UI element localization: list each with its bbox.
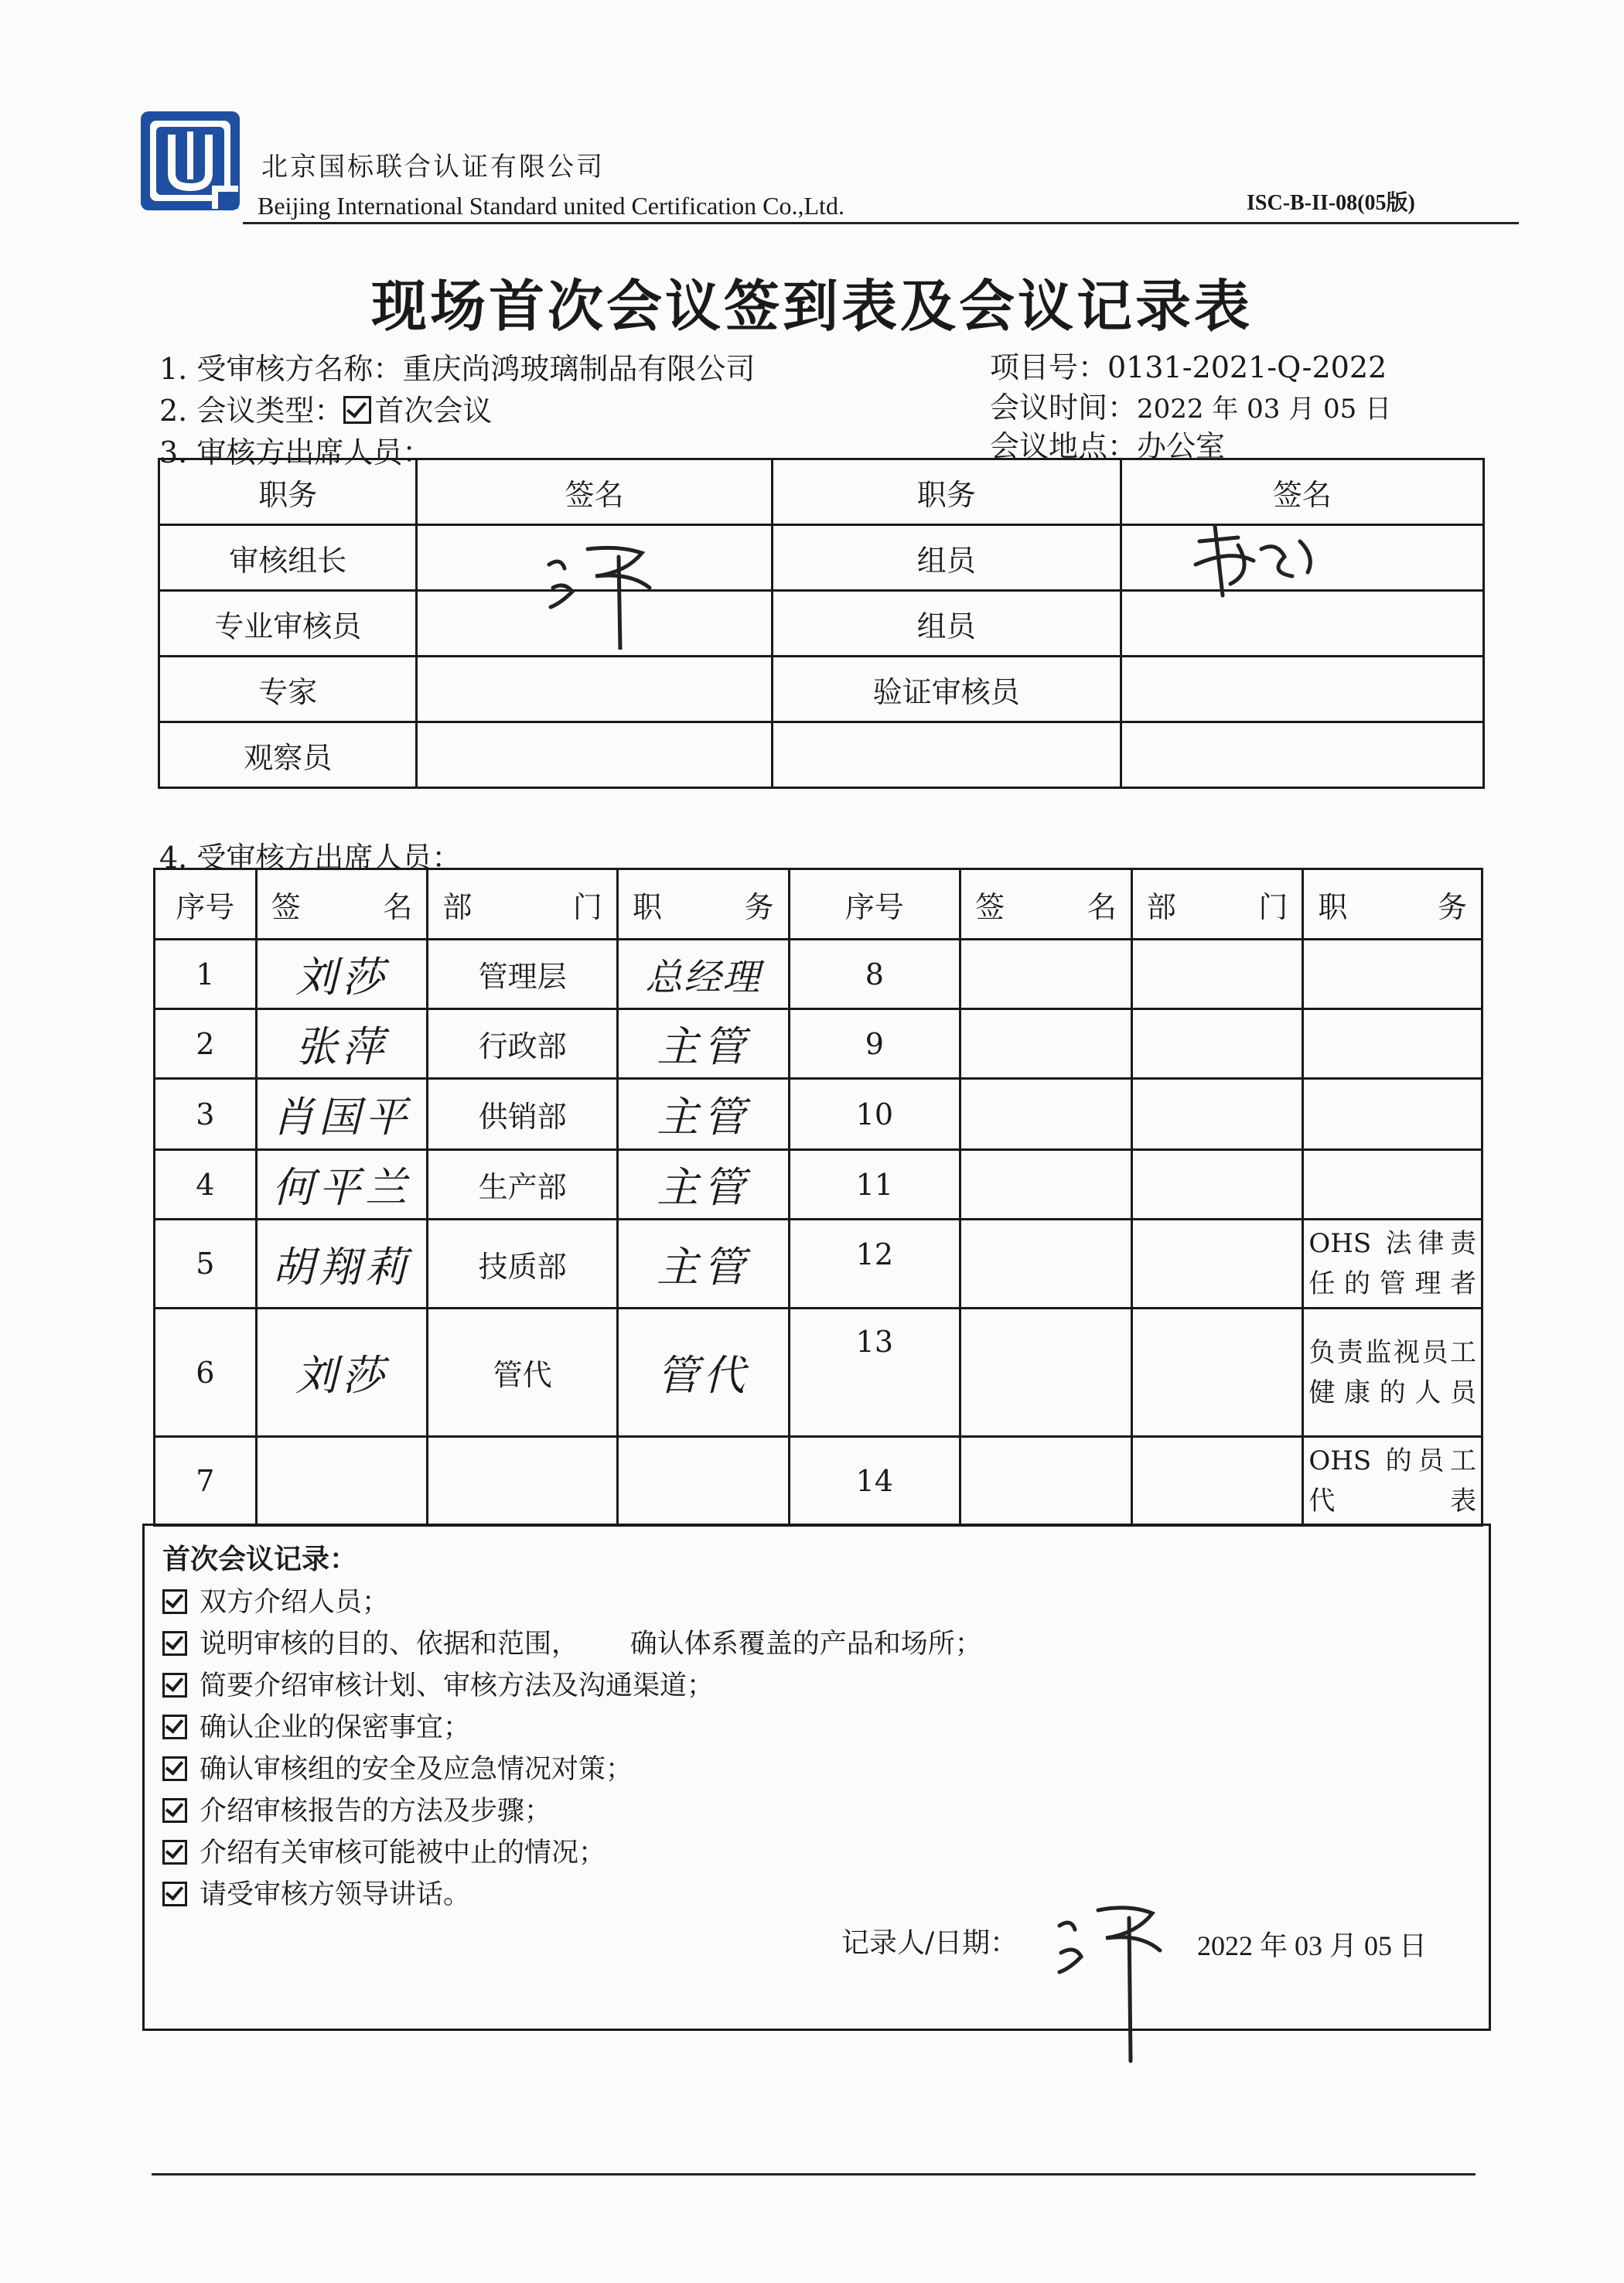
auditor-attendance-table xyxy=(158,458,1485,789)
checkbox-checked-icon xyxy=(162,1840,187,1865)
table-row xyxy=(155,1437,1482,1526)
header-department: 部门 xyxy=(1131,869,1303,940)
minutes-item-text: 说明审核的目的、依据和范围， 确认体系覆盖的产品和场所； xyxy=(200,1629,982,1660)
meeting-type-line xyxy=(159,387,492,429)
department-cell xyxy=(1131,1220,1303,1309)
signature-cell xyxy=(960,940,1132,1009)
signature-cell xyxy=(417,722,772,788)
auditee-name-line xyxy=(159,345,755,387)
department-cell xyxy=(1131,1009,1303,1079)
meeting-type-value: 首次会议 xyxy=(374,394,493,428)
row-number: 3 xyxy=(155,1079,257,1150)
minutes-item xyxy=(162,1873,470,1912)
title-cell xyxy=(1303,1150,1482,1220)
department-cell: 管理层 xyxy=(428,940,618,1009)
table-row xyxy=(155,1150,1482,1220)
signature-cell xyxy=(256,1437,428,1526)
signature-cell: 肖国平 xyxy=(256,1079,428,1150)
header-divider xyxy=(243,222,1519,224)
header-signature: 签名 xyxy=(1121,459,1483,525)
signature-cell xyxy=(960,1009,1132,1079)
auditor-attendees-label: 3. 审核方出席人员： xyxy=(159,435,432,469)
title-cell xyxy=(1303,940,1482,1009)
minutes-item-text: 双方介绍人员； xyxy=(200,1587,390,1618)
table-row xyxy=(155,1009,1482,1079)
minutes-item xyxy=(162,1790,551,1828)
table-header-row xyxy=(155,869,1482,940)
footer-divider xyxy=(152,2173,1476,2176)
role-cell: 专业审核员 xyxy=(159,591,417,657)
department-cell xyxy=(1131,940,1303,1009)
department-cell xyxy=(1131,1150,1303,1220)
row-number: 11 xyxy=(789,1150,960,1220)
minutes-item-text: 确认企业的保密事宜； xyxy=(200,1712,471,1743)
minutes-item-text: 简要介绍审核计划、审核方法及沟通渠道； xyxy=(200,1670,715,1701)
minutes-item-text: 介绍审核报告的方法及步骤； xyxy=(200,1796,552,1827)
role-cell xyxy=(772,722,1121,788)
header-signature: 签名 xyxy=(417,459,772,525)
table-row xyxy=(159,657,1484,722)
table-row xyxy=(155,1309,1482,1437)
signature-cell: 胡翔莉 xyxy=(256,1220,428,1309)
row-number: 8 xyxy=(789,940,960,1009)
signature-cell xyxy=(960,1150,1132,1220)
row-number: 4 xyxy=(155,1150,257,1220)
minutes-title: 首次会议记录： xyxy=(162,1543,358,1575)
role-cell: 组员 xyxy=(772,525,1121,591)
handwritten-signature-icon xyxy=(1184,518,1323,603)
header-role: 职务 xyxy=(159,459,417,525)
department-cell: 行政部 xyxy=(428,1009,618,1079)
signature-cell xyxy=(960,1309,1132,1437)
isc-logo-icon xyxy=(138,108,243,213)
header-signature: 签名 xyxy=(256,869,428,940)
row-number: 14 xyxy=(789,1437,960,1526)
project-number-value: 0131-2021-Q-2022 xyxy=(1107,350,1387,384)
department-cell: 供销部 xyxy=(428,1079,618,1150)
department-cell xyxy=(1131,1079,1303,1150)
row-number: 2 xyxy=(155,1009,257,1079)
row-number: 7 xyxy=(155,1437,257,1526)
minutes-item xyxy=(162,1623,982,1661)
handwritten-signature-icon xyxy=(534,534,688,650)
table-row xyxy=(155,940,1482,1009)
signature-cell xyxy=(417,657,772,722)
title-cell xyxy=(1303,1009,1482,1079)
signature-cell: 张萍 xyxy=(256,1009,428,1079)
meeting-time-label: 会议时间： xyxy=(990,391,1138,425)
signature-cell xyxy=(1121,722,1483,788)
header-number: 序号 xyxy=(155,869,257,940)
checkbox-checked-icon xyxy=(162,1715,187,1739)
auditee-attendees-label: 4. 受审核方出席人员： xyxy=(159,841,462,875)
row-number: 1 xyxy=(155,940,257,1009)
role-cell: 专家 xyxy=(159,657,417,722)
table-row xyxy=(155,1220,1482,1309)
role-cell: 观察员 xyxy=(159,722,417,788)
row-number: 13 xyxy=(789,1309,960,1437)
meeting-time-value: 2022 年 03 月 05 日 xyxy=(1137,394,1392,425)
checkbox-checked-icon xyxy=(162,1673,187,1698)
handwritten-signature-icon xyxy=(1044,1887,1168,2065)
meeting-place-value: 办公室 xyxy=(1137,429,1226,463)
title-cell: 管代 xyxy=(617,1309,789,1437)
auditee-attendance-table xyxy=(153,868,1483,1527)
title-cell xyxy=(617,1437,789,1526)
minutes-item xyxy=(162,1581,389,1619)
table-row xyxy=(155,1079,1482,1150)
title-cell: 主管 xyxy=(617,1009,789,1079)
department-cell: 管代 xyxy=(428,1309,618,1437)
title-cell: 负责监视员工健康的人员 xyxy=(1303,1309,1482,1437)
title-cell: OHS 法律责任的管理者 xyxy=(1303,1220,1482,1309)
signature-cell xyxy=(1121,657,1483,722)
signature-cell xyxy=(1121,525,1483,591)
title-cell: 主管 xyxy=(617,1220,789,1309)
title-cell: OHS 的员工代表 xyxy=(1303,1437,1482,1526)
company-name-en: Beijing International Standard united Certification Co.,Ltd. xyxy=(258,192,844,220)
project-number-label: 项目号： xyxy=(990,350,1108,384)
checkbox-checked-icon xyxy=(162,1631,187,1656)
signature-cell xyxy=(960,1079,1132,1150)
department-cell xyxy=(1131,1309,1303,1437)
department-cell: 技质部 xyxy=(428,1220,618,1309)
signature-cell: 刘莎 xyxy=(256,1309,428,1437)
row-number: 9 xyxy=(789,1009,960,1079)
row-number: 12 xyxy=(789,1220,960,1309)
row-number: 10 xyxy=(789,1079,960,1150)
minutes-item xyxy=(162,1706,470,1745)
department-cell xyxy=(1131,1437,1303,1526)
checkbox-checked-icon xyxy=(162,1589,187,1614)
title-cell: 主管 xyxy=(617,1079,789,1150)
signature-cell xyxy=(960,1220,1132,1309)
role-cell: 审核组长 xyxy=(159,525,417,591)
signature-cell: 何平兰 xyxy=(256,1150,428,1220)
recorder-date: 2022 年 03 月 05 日 xyxy=(1197,1930,1428,1961)
table-row xyxy=(159,525,1484,591)
minutes-item xyxy=(162,1664,714,1703)
row-number: 6 xyxy=(155,1309,257,1437)
minutes-item-text: 确认审核组的安全及应急情况对策； xyxy=(200,1754,633,1785)
auditee-name-label: 1. 受审核方名称： xyxy=(159,352,403,386)
recorder-label: 记录人/日期： xyxy=(841,1927,1018,1959)
project-number-line xyxy=(990,343,1387,386)
auditee-name-value: 重庆尚鸿玻璃制品有限公司 xyxy=(402,352,756,386)
meeting-type-label: 2. 会议类型： xyxy=(159,394,344,428)
row-number: 5 xyxy=(155,1220,257,1309)
document-title: 现场首次会议签到表及会议记录表 xyxy=(370,273,1253,339)
checkbox-checked-icon xyxy=(343,396,371,424)
department-cell: 生产部 xyxy=(428,1150,618,1220)
table-row xyxy=(159,722,1484,788)
minutes-item xyxy=(162,1831,606,1870)
role-cell: 验证审核员 xyxy=(772,657,1121,722)
header-signature: 签名 xyxy=(960,869,1132,940)
meeting-place-label: 会议地点： xyxy=(990,429,1138,463)
role-cell: 组员 xyxy=(772,591,1121,657)
table-header-row xyxy=(159,459,1484,525)
checkbox-checked-icon xyxy=(162,1882,187,1906)
header-number: 序号 xyxy=(789,869,960,940)
minutes-item-text: 请受审核方领导讲话。 xyxy=(200,1879,471,1910)
meeting-time-line xyxy=(990,384,1391,426)
checkbox-checked-icon xyxy=(162,1798,187,1823)
signature-cell xyxy=(960,1437,1132,1526)
title-cell xyxy=(1303,1079,1482,1150)
header-department: 部门 xyxy=(428,869,618,940)
title-cell: 主管 xyxy=(617,1150,789,1220)
checkbox-checked-icon xyxy=(162,1756,187,1781)
minutes-item xyxy=(162,1748,633,1786)
header-role: 职务 xyxy=(772,459,1121,525)
department-cell xyxy=(428,1437,618,1526)
minutes-item-text: 介绍有关审核可能被中止的情况； xyxy=(200,1838,606,1868)
signature-cell xyxy=(417,525,772,591)
header-title: 职务 xyxy=(617,869,789,940)
header-title: 职务 xyxy=(1303,869,1482,940)
title-cell: 总经理 xyxy=(617,940,789,1009)
form-code: ISC-B-II-08(05版) xyxy=(1247,191,1415,215)
company-name-cn: 北京国标联合认证有限公司 xyxy=(261,152,605,183)
signature-cell: 刘莎 xyxy=(256,940,428,1009)
